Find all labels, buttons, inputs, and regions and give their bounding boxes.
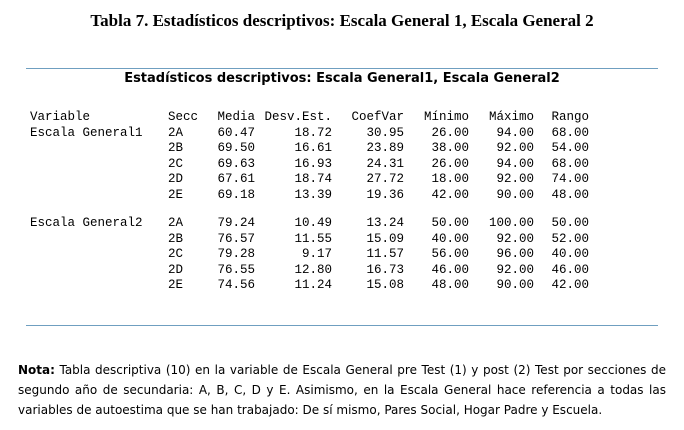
cell-media: 76.57 bbox=[217, 231, 256, 246]
table-bottom-rule bbox=[26, 325, 658, 326]
table-note bbox=[18, 360, 666, 420]
cell-desv: 11.55 bbox=[294, 231, 333, 246]
header-secc: Secc bbox=[168, 110, 199, 124]
cell-secc: 2C bbox=[168, 156, 184, 171]
group-spacer bbox=[30, 203, 589, 216]
cell-minimo: 26.00 bbox=[431, 156, 470, 171]
cell-secc: 2D bbox=[168, 172, 184, 186]
cell-desv: 18.72 bbox=[294, 125, 333, 140]
cell-minimo: 46.00 bbox=[431, 262, 470, 277]
cell-desv: 11.24 bbox=[294, 278, 333, 292]
cell-media: 67.61 bbox=[217, 172, 256, 186]
cell-rango: 48.00 bbox=[551, 187, 590, 202]
cell-variable-empty bbox=[30, 157, 168, 173]
header-coefvar: CoefVar bbox=[351, 110, 405, 124]
cell-rango: 42.00 bbox=[551, 278, 590, 292]
document-title: Tabla 7. Estadísticos descriptivos: Escala General 1, Escala General 2 bbox=[90, 11, 594, 30]
cell-media: 79.28 bbox=[217, 247, 256, 261]
cell-minimo: 48.00 bbox=[431, 278, 470, 292]
note-text: Tabla descriptiva (10) en la variable de Escala General pre Test (1) y post (2) Test por secciones de segundo año de secundaria: A, B, C, D y E. Asimismo, en la Escala General hace referencia a todas las variables de autoestima que se han trabajado: De sí mismo, Pares Social, Hogar Padre y Escuela. bbox=[18, 363, 666, 417]
cell-rango: 54.00 bbox=[551, 141, 590, 155]
cell-variable-empty bbox=[30, 278, 168, 294]
cell-rango: 68.00 bbox=[551, 156, 590, 171]
cell-minimo: 26.00 bbox=[431, 125, 470, 140]
cell-coefvar: 19.36 bbox=[366, 187, 405, 202]
cell-rango: 46.00 bbox=[551, 262, 590, 277]
table-row bbox=[30, 157, 589, 173]
cell-secc: 2D bbox=[168, 262, 184, 277]
table-row bbox=[30, 141, 589, 157]
header-desv: Desv.Est. bbox=[264, 110, 333, 124]
table-row bbox=[30, 188, 589, 204]
cell-minimo: 50.00 bbox=[431, 216, 470, 230]
cell-coefvar: 30.95 bbox=[366, 125, 405, 140]
table-header-row bbox=[30, 110, 589, 126]
cell-secc: 2B bbox=[168, 231, 184, 246]
cell-media: 74.56 bbox=[217, 278, 256, 292]
header-media: Media bbox=[217, 110, 256, 124]
cell-variable-empty bbox=[30, 247, 168, 263]
cell-media: 79.24 bbox=[217, 216, 256, 230]
cell-maximo: 90.00 bbox=[496, 278, 535, 292]
cell-maximo: 94.00 bbox=[496, 156, 535, 171]
table-top-rule bbox=[26, 68, 658, 69]
cell-maximo: 92.00 bbox=[496, 172, 535, 186]
cell-secc: 2A bbox=[168, 125, 184, 140]
cell-rango: 68.00 bbox=[551, 125, 590, 140]
cell-desv: 18.74 bbox=[294, 172, 333, 186]
cell-maximo: 94.00 bbox=[496, 125, 535, 140]
cell-coefvar: 23.89 bbox=[366, 141, 405, 155]
cell-coefvar: 15.08 bbox=[366, 278, 405, 292]
cell-desv: 10.49 bbox=[294, 216, 333, 230]
cell-media: 69.50 bbox=[217, 141, 256, 155]
cell-maximo: 96.00 bbox=[496, 247, 535, 261]
cell-desv: 13.39 bbox=[294, 187, 333, 202]
cell-variable: Escala General2 bbox=[30, 216, 143, 230]
header-variable: Variable bbox=[30, 110, 91, 124]
cell-desv: 16.93 bbox=[294, 156, 333, 171]
cell-desv: 16.61 bbox=[294, 141, 333, 155]
cell-variable-empty bbox=[30, 141, 168, 157]
cell-maximo: 90.00 bbox=[496, 187, 535, 202]
header-minimo: Mínimo bbox=[424, 110, 470, 124]
cell-coefvar: 11.57 bbox=[366, 247, 405, 261]
cell-media: 69.18 bbox=[217, 187, 256, 202]
cell-coefvar: 24.31 bbox=[366, 156, 405, 171]
cell-coefvar: 27.72 bbox=[366, 172, 405, 186]
table-row bbox=[30, 263, 589, 279]
descriptive-stats-table bbox=[30, 110, 589, 294]
table-row bbox=[30, 172, 589, 188]
table-row bbox=[30, 232, 589, 248]
cell-desv: 12.80 bbox=[294, 262, 333, 277]
table-row bbox=[30, 247, 589, 263]
cell-secc: 2C bbox=[168, 247, 184, 261]
cell-secc: 2E bbox=[168, 187, 184, 202]
header-maximo: Máximo bbox=[489, 110, 535, 124]
cell-coefvar: 16.73 bbox=[366, 262, 405, 277]
cell-rango: 40.00 bbox=[551, 247, 590, 261]
cell-secc: 2A bbox=[168, 216, 184, 230]
cell-minimo: 42.00 bbox=[431, 187, 470, 202]
cell-rango: 52.00 bbox=[551, 231, 590, 246]
cell-maximo: 92.00 bbox=[496, 231, 535, 246]
table-title: Estadísticos descriptivos: Escala General1, Escala General2 bbox=[124, 71, 560, 86]
cell-variable: Escala General1 bbox=[30, 125, 143, 140]
cell-maximo: 92.00 bbox=[496, 141, 535, 155]
cell-rango: 74.00 bbox=[551, 172, 590, 186]
cell-media: 69.63 bbox=[217, 156, 256, 171]
cell-variable-empty bbox=[30, 232, 168, 248]
cell-secc: 2E bbox=[168, 278, 184, 292]
header-rango: Rango bbox=[551, 110, 590, 124]
cell-media: 76.55 bbox=[217, 262, 256, 277]
cell-rango: 50.00 bbox=[551, 216, 590, 230]
cell-maximo: 100.00 bbox=[489, 216, 535, 230]
cell-minimo: 38.00 bbox=[431, 141, 470, 155]
cell-minimo: 56.00 bbox=[431, 247, 470, 261]
cell-media: 60.47 bbox=[217, 125, 256, 140]
table-row bbox=[30, 278, 589, 294]
cell-maximo: 92.00 bbox=[496, 262, 535, 277]
cell-coefvar: 15.09 bbox=[366, 231, 405, 246]
note-label: Nota: bbox=[18, 363, 55, 377]
cell-secc: 2B bbox=[168, 141, 184, 155]
cell-variable-empty bbox=[30, 172, 168, 188]
cell-minimo: 18.00 bbox=[431, 172, 470, 186]
cell-variable-empty bbox=[30, 188, 168, 204]
cell-variable-empty bbox=[30, 263, 168, 279]
table-row bbox=[30, 126, 589, 142]
cell-coefvar: 13.24 bbox=[366, 216, 405, 230]
cell-minimo: 40.00 bbox=[431, 231, 470, 246]
cell-desv: 9.17 bbox=[302, 247, 333, 261]
table-row bbox=[30, 216, 589, 232]
